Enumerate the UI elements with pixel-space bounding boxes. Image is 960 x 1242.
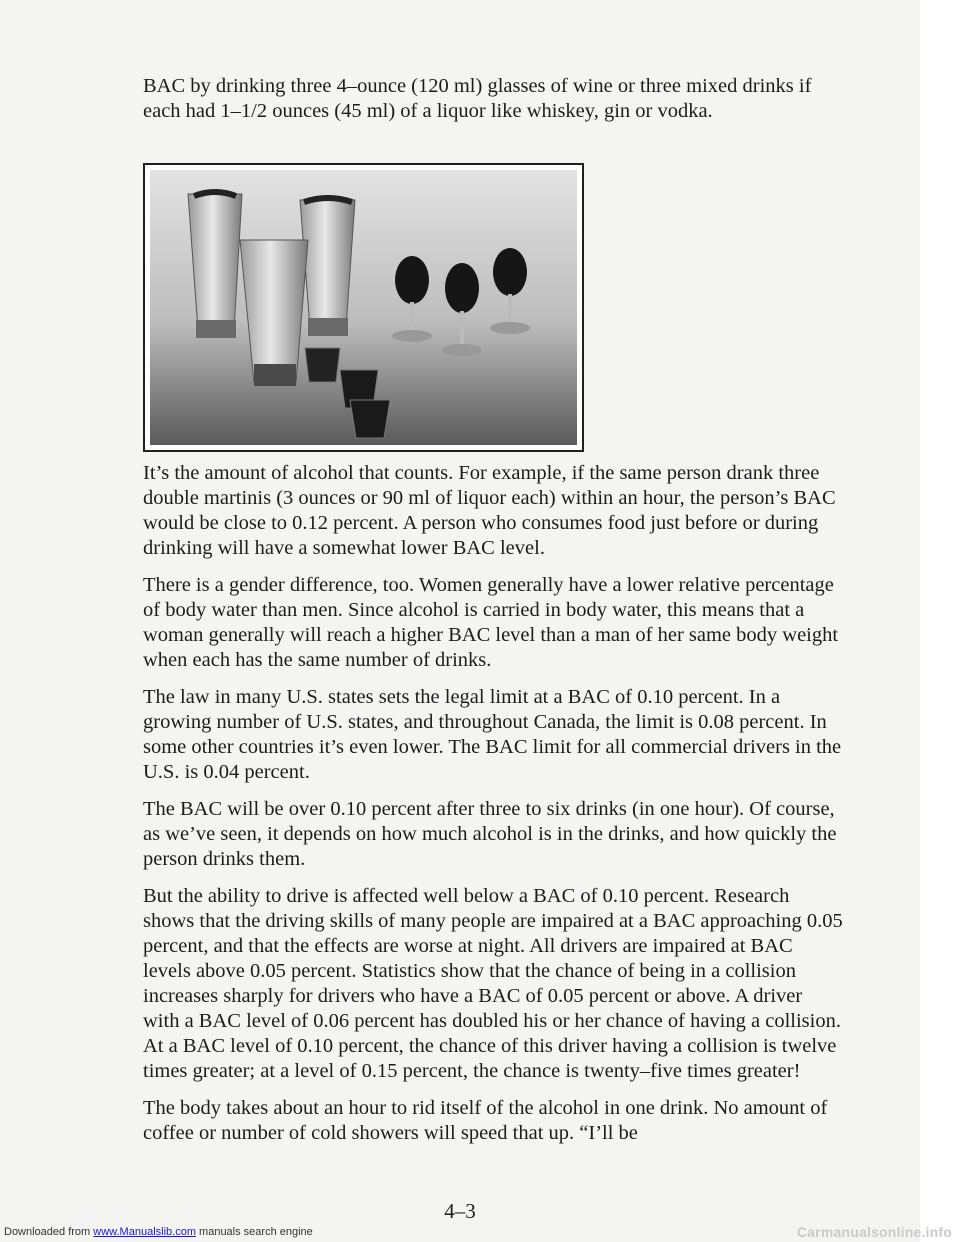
manualslib-link[interactable]: www.Manualslib.com bbox=[93, 1226, 196, 1238]
drinks-illustration bbox=[150, 170, 577, 445]
paragraph: There is a gender difference, too. Women generally have a lower relative percentage of body water than men. Since alcohol is carried in body water, this means that a woman generally will reach a higher BAC level than a man of her same body weight when each has the same number of drinks. bbox=[143, 574, 839, 671]
drinks-photo bbox=[143, 163, 584, 452]
watermark-text: Carmanualsonline.info bbox=[796, 1224, 952, 1240]
footer-prefix: Downloaded from bbox=[4, 1226, 94, 1238]
paragraph: It’s the amount of alcohol that counts. For example, if the same person drank three double martinis (3 ounces or 90 ml of liquor each) within an hour, the person’s BAC would be close to 0.12 percent. A person who consumes food just before or during drinking will have a somewhat lower BAC level. bbox=[143, 462, 836, 559]
page-number: 4–3 bbox=[444, 1199, 476, 1223]
footer bbox=[0, 1222, 960, 1242]
paragraph: The body takes about an hour to rid itself of the alcohol in one drink. No amount of coffee or number of cold showers will speed that up. “I’ll be bbox=[143, 1097, 828, 1144]
paragraph: But the ability to drive is affected well below a BAC of 0.10 percent. Research shows that the driving skills of many people are impaired at a BAC approaching 0.05 percent, and that the effects are worse at night. All drivers are impaired at BAC levels above 0.05 percent. Statistics show that the chance of being in a collision increases sharply for drivers who have a BAC of 0.05 percent or above. A driver with a BAC level of 0.06 percent has doubled his or her chance of having a collision. At a BAC level of 0.10 percent, the chance of this driver having a collision is twelve times greater; at a level of 0.15 percent, the chance is twenty–five times greater! bbox=[143, 885, 843, 1082]
footer-suffix: manuals search engine bbox=[195, 1226, 313, 1238]
paragraph: The BAC will be over 0.10 percent after three to six drinks (in one hour). Of course, as we’ve seen, it depends on how much alcohol is in the drinks, and how quickly the person drinks them. bbox=[143, 798, 837, 870]
footer-source bbox=[4, 1222, 313, 1242]
body-text bbox=[143, 461, 843, 1158]
paragraph: The law in many U.S. states sets the legal limit at a BAC of 0.10 percent. In a growing number of U.S. states, and throughout Canada, the limit is 0.08 percent. In some other countries it’s even lower. The BAC limit for all commercial drivers in the U.S. is 0.04 percent. bbox=[143, 686, 842, 783]
intro-paragraph: BAC by drinking three 4–ounce (120 ml) glasses of wine or three mixed drinks if each had 1–1/2 ounces (45 ml) of a liquor like whiskey, gin or vodka. bbox=[143, 75, 812, 122]
